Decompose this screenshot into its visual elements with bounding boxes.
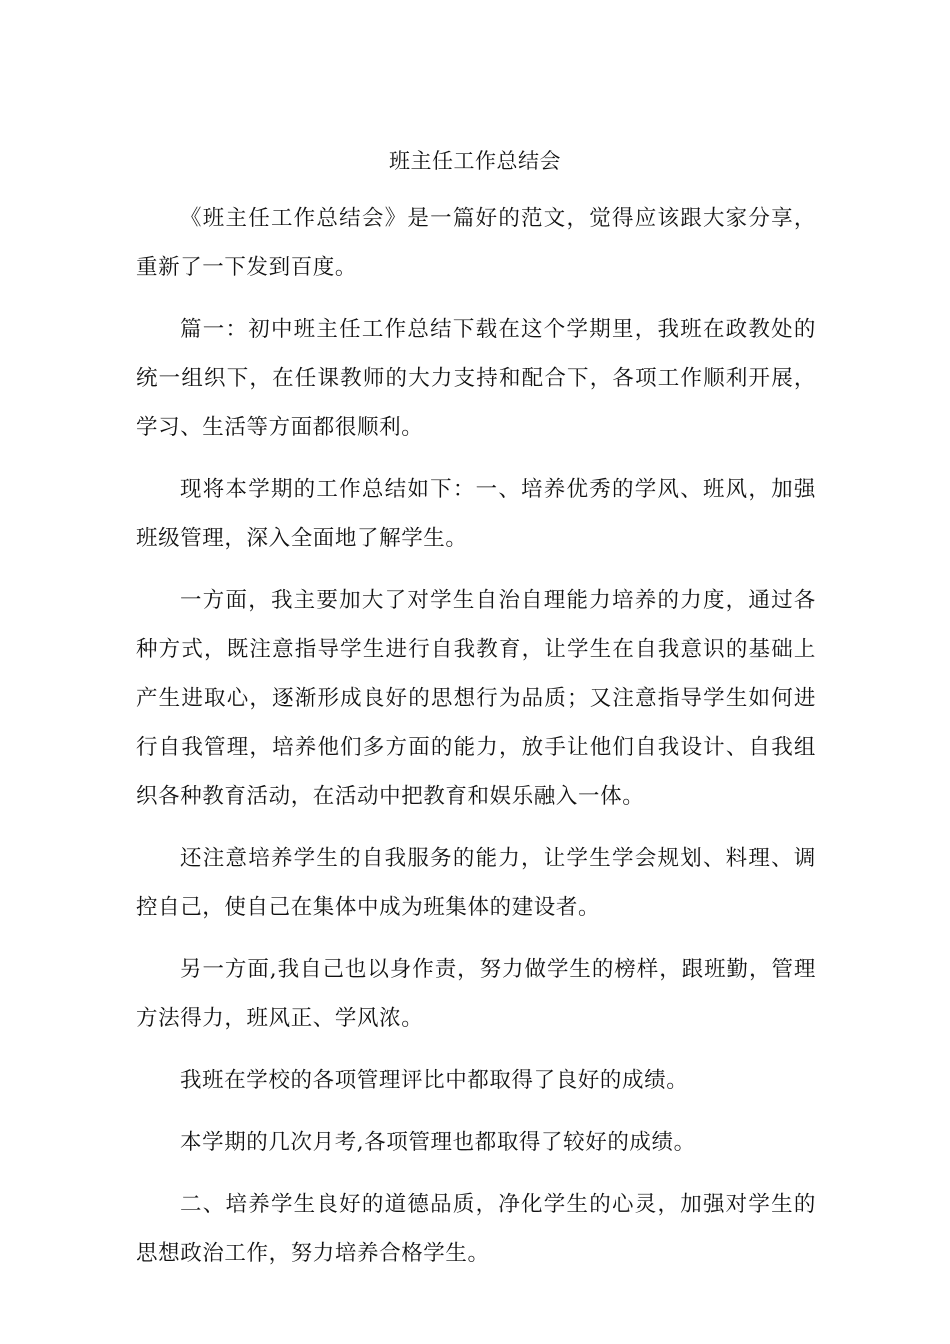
paragraph-part-one: 篇一：初中班主任工作总结下载在这个学期里，我班在政教处的统一组织下，在任课教师的大力支持和配合下，各项工作顺利开展，学习、生活等方面都很顺利。 — [136, 317, 816, 440]
document-title: 班主任工作总结会 — [389, 149, 561, 173]
paragraph-monthly-exams: 本学期的几次月考,各项管理也都取得了较好的成绩。 — [180, 1130, 696, 1155]
paragraph-intro: 《班主任工作总结会》是一篇好的范文，觉得应该跟大家分享，重新了一下发到百度。 — [136, 206, 816, 280]
document-body — [136, 194, 816, 1291]
paragraph-summary-heading: 现将本学期的工作总结如下：一、培养优秀的学风、班风，加强班级管理，深入全面地了解学生。 — [136, 477, 816, 551]
paragraph-evaluation-results: 我班在学校的各项管理评比中都取得了良好的成绩。 — [180, 1068, 689, 1093]
paragraph-self-service: 还注意培养学生的自我服务的能力，让学生学会规划、料理、调控自己，使自己在集体中成为班集体的建设者。 — [136, 846, 816, 920]
paragraph-self-management: 一方面，我主要加大了对学生自治自理能力培养的力度，通过各种方式，既注意指导学生进行自我教育，让学生在自我意识的基础上产生进取心，逐渐形成良好的思想行为品质；又注意指导学生如何进行自我管理，培养他们多方面的能力，放手让他们自我设计、自我组织各种教育活动，在活动中把教育和娱乐融入一体。 — [136, 588, 816, 809]
paragraph-moral-education: 二、培养学生良好的道德品质，净化学生的心灵，加强对学生的思想政治工作，努力培养合格学生。 — [136, 1192, 816, 1266]
paragraph-role-model: 另一方面,我自己也以身作责，努力做学生的榜样，跟班勤，管理方法得力，班风正、学风浓。 — [136, 957, 816, 1031]
